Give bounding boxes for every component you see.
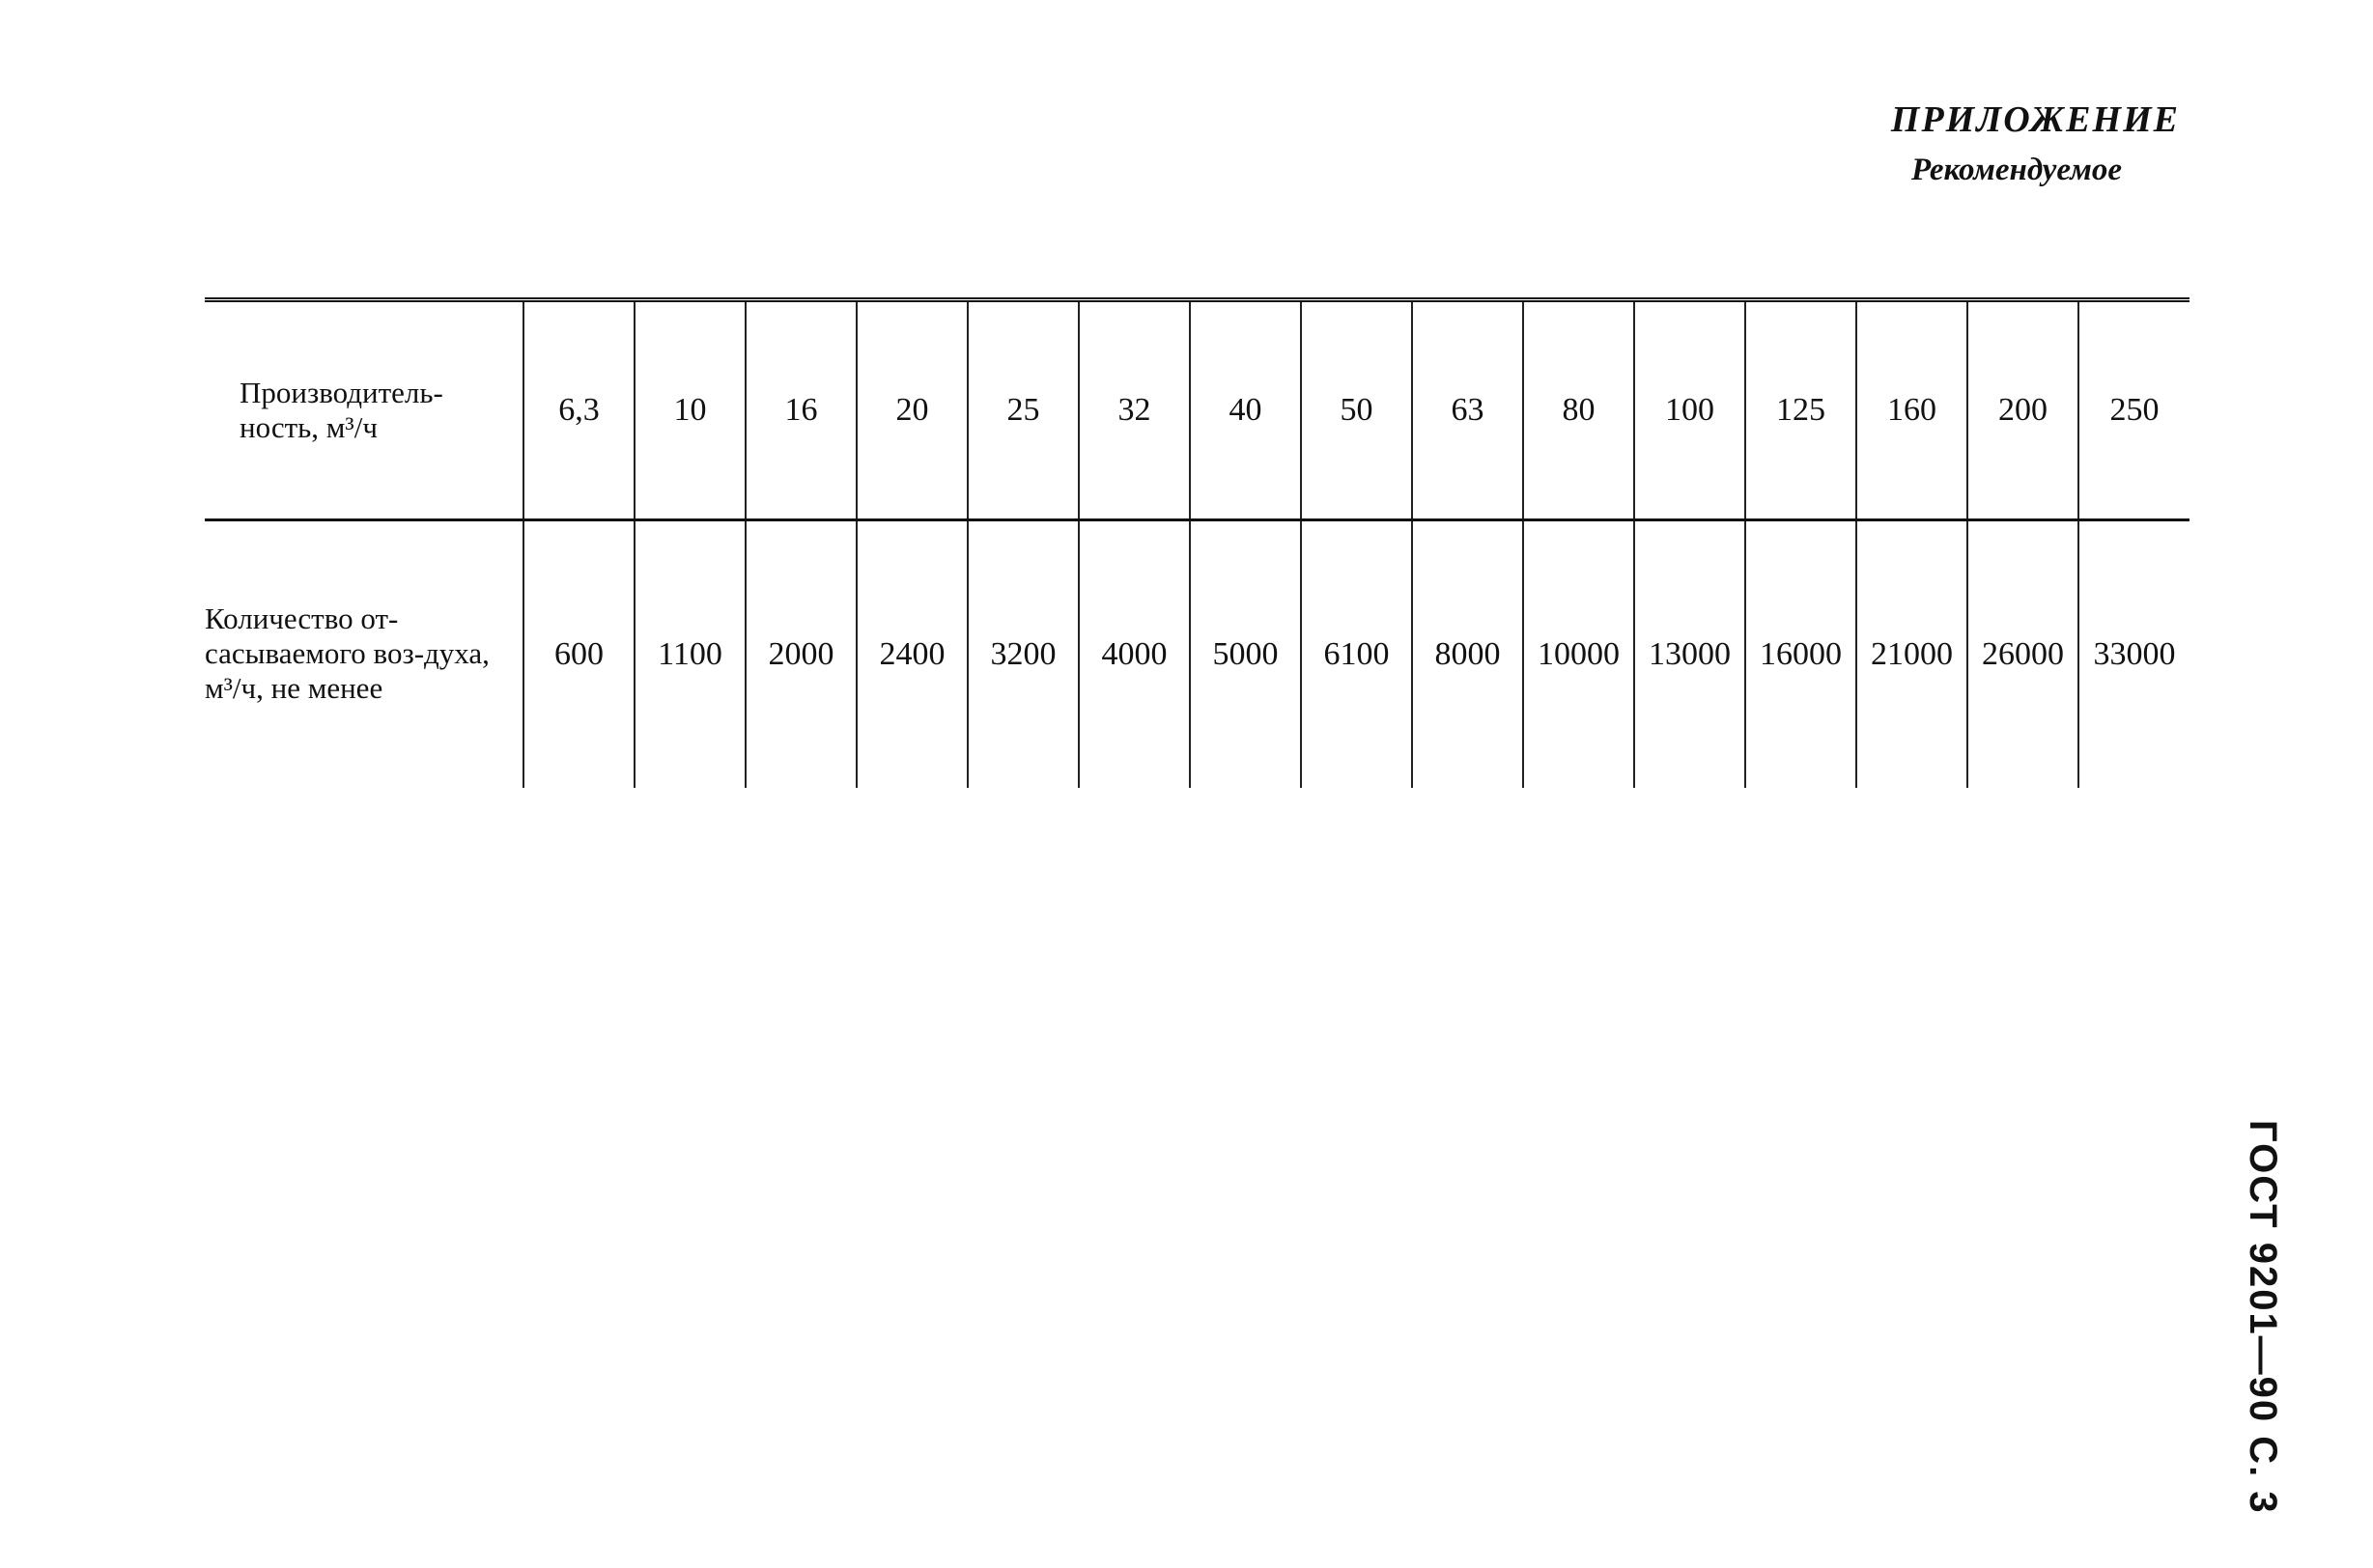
productivity-cell: 25: [968, 300, 1079, 520]
air-volume-cell: 4000: [1079, 520, 1190, 789]
productivity-cell: 50: [1301, 300, 1412, 520]
productivity-cell: 100: [1634, 300, 1745, 520]
air-volume-cell: 26000: [1967, 520, 2078, 789]
air-volume-cell: 16000: [1745, 520, 1856, 789]
air-volume-cell: 600: [523, 520, 635, 789]
appendix-title: ПРИЛОЖЕНИЕ: [1890, 99, 2180, 140]
productivity-cell: 200: [1967, 300, 2078, 520]
productivity-cell: 6,3: [523, 300, 635, 520]
table-row-air-volume: [205, 520, 2189, 789]
productivity-cell: 20: [857, 300, 968, 520]
productivity-cell: 16: [746, 300, 857, 520]
productivity-cell: 125: [1745, 300, 1856, 520]
air-volume-cell: 10000: [1523, 520, 1634, 789]
table-body: [205, 300, 2189, 789]
air-volume-cell: 2400: [857, 520, 968, 789]
productivity-cell: 10: [635, 300, 746, 520]
air-volume-cell: 5000: [1190, 520, 1301, 789]
table-row-productivity: [205, 300, 2189, 520]
row-label-productivity: Производитель-ность, м³/ч: [205, 300, 523, 520]
document-code: ГОСТ 9201—90 С. 3: [2242, 1120, 2284, 1515]
air-volume-cell: 3200: [968, 520, 1079, 789]
productivity-cell: 250: [2078, 300, 2189, 520]
productivity-table: [205, 297, 2189, 788]
air-volume-cell: 6100: [1301, 520, 1412, 789]
air-volume-cell: 1100: [635, 520, 746, 789]
data-table: [205, 297, 2189, 788]
air-volume-cell: 21000: [1856, 520, 1967, 789]
productivity-cell: 160: [1856, 300, 1967, 520]
productivity-cell: 40: [1190, 300, 1301, 520]
air-volume-cell: 8000: [1412, 520, 1523, 789]
productivity-cell: 32: [1079, 300, 1190, 520]
appendix-subtitle: Рекомендуемое: [1910, 153, 2122, 187]
productivity-cell: 80: [1523, 300, 1634, 520]
air-volume-cell: 2000: [746, 520, 857, 789]
air-volume-cell: 33000: [2078, 520, 2189, 789]
air-volume-cell: 13000: [1634, 520, 1745, 789]
row-label-air-volume: Количество от-сасываемого воз-духа, м³/ч, не менее: [205, 602, 490, 705]
productivity-cell: 63: [1412, 300, 1523, 520]
